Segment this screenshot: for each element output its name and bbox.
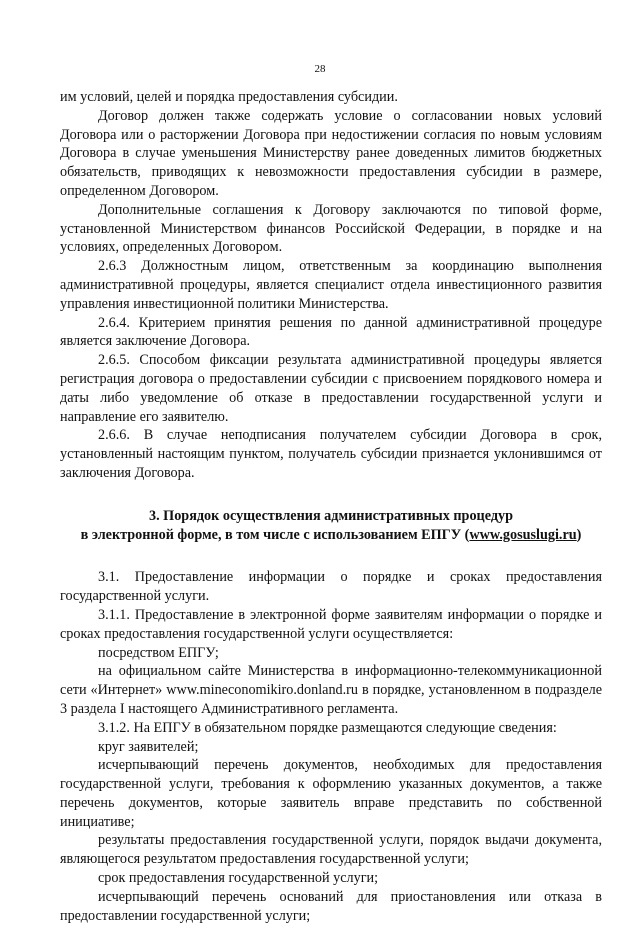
section-heading-line1: 3. Порядок осуществления административных процедур: [148, 507, 513, 524]
paragraphs-before: [60, 88, 602, 483]
paragraph: 3.1.1. Предоставление в электронной форме заявителям информации о порядке и сроках предоставления государственной услуги осуществляется:: [60, 606, 602, 642]
paragraph: 2.6.5. Способом фиксации результата административной процедуры является регистрация договора о предоставлении субсидии с присвоением порядкового номера и даты либо уведомление об отказе в предоставлении государственной услуги и направление его заявителю.: [60, 352, 602, 425]
paragraph: 2.6.3 Должностным лицом, ответственным за координацию выполнения административной процедуры, является специалист отдела инвестиционного развития управления инвестиционной политики Министерства.: [60, 258, 602, 312]
paragraph: круг заявителей;: [98, 738, 199, 755]
paragraph: на официальном сайте Министерства в информационно-телекоммуникационной сети «Интернет» www.mineconomikiro.donland.ru в порядке, установленном в подразделе 3 раздела I настоящего Административного регламента.: [60, 663, 602, 717]
section-heading-prefix: в электронной форме, в том числе с использованием ЕПГУ (: [80, 526, 470, 543]
paragraph: 3.1.2. На ЕПГУ в обязательном порядке размещаются следующие сведения:: [98, 719, 557, 736]
paragraph: 2.6.6. В случае неподписания получателем субсидии Договора в срок, установленный настоящим пунктом, получатель субсидии признается уклонившимся от заключения Договора.: [60, 427, 602, 481]
section-heading-line2: [60, 526, 602, 545]
paragraph: исчерпывающий перечень оснований для приостановления или отказа в предоставлении государственной услуги;: [60, 888, 602, 924]
gosuslugi-link[interactable]: www.gosuslugi.ru: [469, 526, 577, 543]
paragraph: исчерпывающий перечень документов, необходимых для предоставления государственной услуги, требования к оформлению указанных документов, а также перечень документов, которые заявитель вправе представить по собственной инициативе;: [60, 757, 602, 830]
paragraph: результаты предоставления государственной услуги, порядок выдачи документа, являющегося результатом предоставления государственной услуги;: [60, 832, 602, 868]
paragraph: 3.1. Предоставление информации о порядке и сроках предоставления государственной услуги.: [60, 569, 602, 605]
paragraph: срок предоставления государственной услуги;: [98, 870, 379, 887]
document-body: [60, 88, 602, 925]
paragraph: им условий, целей и порядка предоставления субсидии.: [60, 89, 398, 105]
section-heading-suffix: ): [576, 526, 582, 543]
page-number: 28: [314, 63, 326, 75]
paragraph: Дополнительные соглашения к Договору заключаются по типовой форме, установленной Министерством финансов Российской Федерации, в порядке и на условиях, определенных Договором.: [60, 201, 602, 256]
paragraphs-after: [60, 568, 602, 925]
paragraph: посредством ЕПГУ;: [98, 644, 219, 661]
section-heading: [60, 507, 602, 545]
paragraph: Договор должен также содержать условие о согласовании новых условий Договора или о расторжении Договора при недостижении согласия по новым условиям Договора в случае уменьшения Министерству ранее доведенных лимитов бюджетных обязательств, приводящих к невозможности предоставления субсидии в размере, определенном Договором.: [60, 107, 602, 199]
paragraph: 2.6.4. Критерием принятия решения по данной административной процедуре является заключение Договора.: [60, 314, 602, 350]
